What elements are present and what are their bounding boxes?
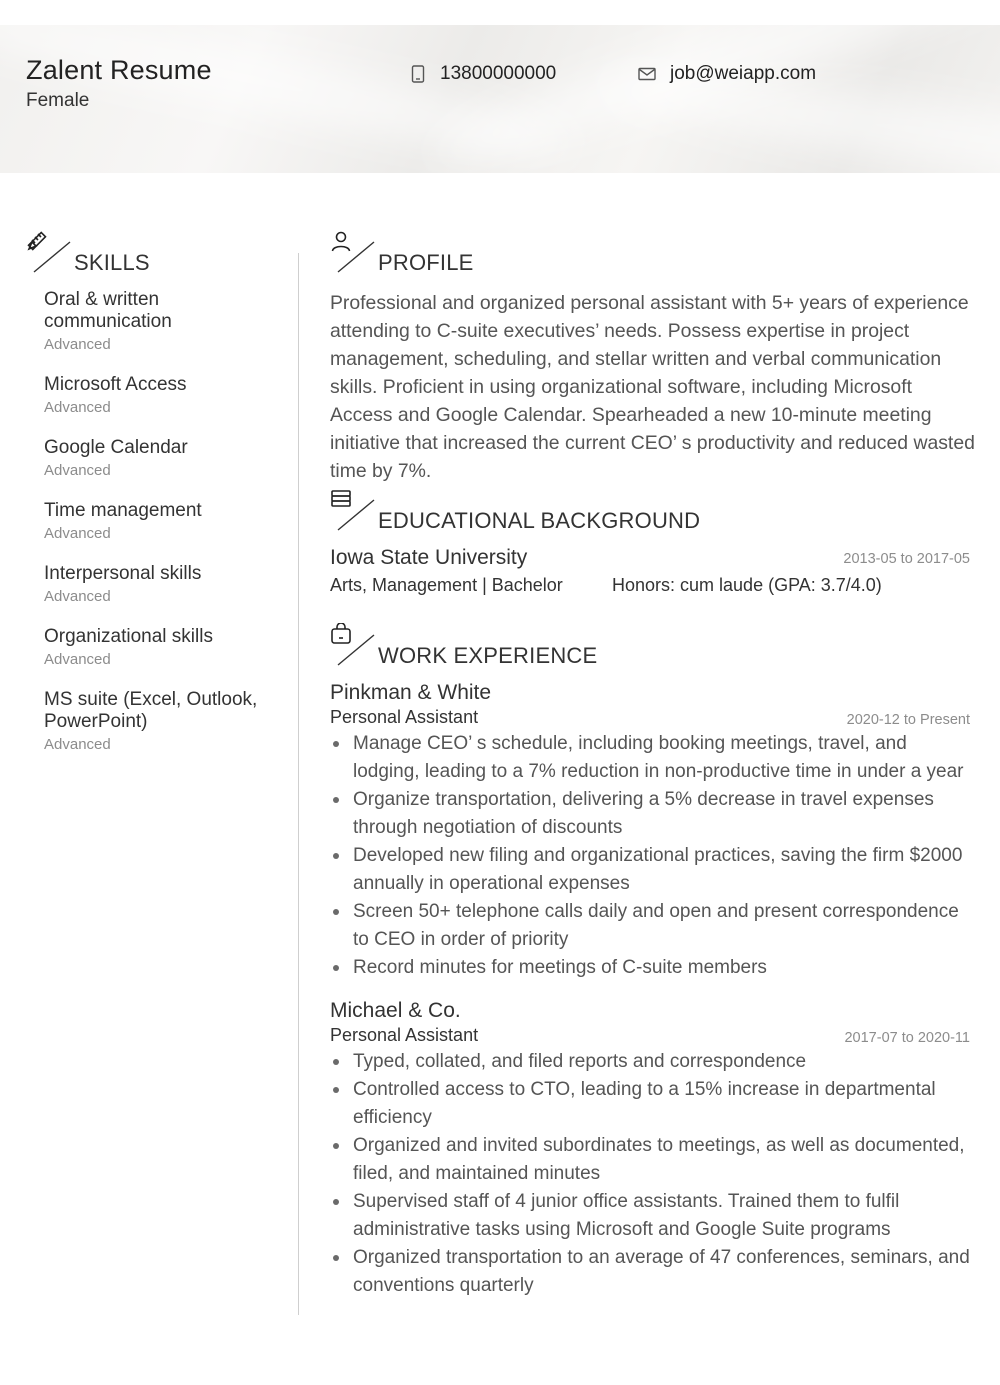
job-role: Personal Assistant	[330, 707, 479, 727]
skill-item	[44, 289, 284, 355]
email-address: job@weiapp.com	[670, 63, 817, 84]
candidate-gender: Female	[26, 90, 90, 111]
bullet-item: Developed new filing and organizational practices, saving the firm $2000 annually in operational expenses	[330, 842, 975, 898]
skill-item	[44, 626, 284, 670]
bullet-item: Controlled access to CTO, leading to a 15% increase in departmental efficiency	[330, 1076, 975, 1132]
skill-level: Advanced	[44, 736, 111, 753]
skill-level: Advanced	[44, 525, 111, 542]
phone-icon	[410, 65, 426, 83]
skill-name: Google Calendar	[44, 437, 188, 458]
bullet-item: Manage CEO’ s schedule, including booking meetings, travel, and lodging, leading to a 7% reduction in non-productive time in under a year	[330, 730, 975, 786]
bullet-item: Organize transportation, delivering a 5% decrease in travel expenses through negotiation of discounts	[330, 786, 975, 842]
education-title: EDUCATIONAL BACKGROUND	[378, 508, 701, 533]
skill-name: MS suite (Excel, Outlook, PowerPoint)	[44, 689, 258, 732]
bullet-item: Organized transportation to an average of 47 conferences, seminars, and conventions quarterly	[330, 1244, 975, 1300]
skill-level: Advanced	[44, 651, 111, 668]
mail-icon	[638, 67, 656, 81]
heading-slash	[336, 498, 376, 532]
work-title: WORK EXPERIENCE	[378, 643, 598, 668]
profile-title: PROFILE	[378, 250, 474, 275]
skill-level: Advanced	[44, 588, 111, 605]
education-heading	[330, 488, 750, 536]
skills-title: SKILLS	[74, 250, 150, 275]
email-contact	[638, 63, 816, 85]
company-name: Pinkman & White	[330, 681, 492, 704]
skill-item	[44, 374, 284, 418]
job-role: Personal Assistant	[330, 1025, 479, 1045]
skill-name: Oral & written communication	[44, 289, 172, 332]
job-bullets	[330, 1048, 975, 1300]
bullet-item: Supervised staff of 4 junior office assistants. Trained them to fulfil administrative tasks using Microsoft and Google Suite programs	[330, 1188, 975, 1244]
education-dates: 2013-05 to 2017-05	[843, 551, 970, 567]
skill-item	[44, 689, 284, 755]
profile-summary: Professional and organized personal assistant with 5+ years of experience attending to C-suite executives’ needs. Possess expertise in project management, scheduling, and stellar written and verbal communication skills. Proficient in using organizational software, including Microsoft Access and Google Calendar. Spearheaded a new 10-minute meeting initiative that increased the current CEO’ s productivity and reduced wasted time by 7%.	[330, 292, 975, 482]
education-honors: Honors: cum laude (GPA: 3.7/4.0)	[612, 575, 882, 595]
bullet-item: Record minutes for meetings of C-suite members	[330, 954, 975, 982]
bullet-item: Organized and invited subordinates to meetings, as well as documented, filed, and maintained minutes	[330, 1132, 975, 1188]
skill-name: Microsoft Access	[44, 374, 187, 395]
skill-level: Advanced	[44, 336, 111, 353]
phone-contact	[410, 63, 556, 85]
phone-number: 13800000000	[440, 63, 557, 84]
heading-slash	[336, 240, 376, 274]
skills-heading	[26, 230, 286, 278]
job-dates: 2017-07 to 2020-11	[844, 1030, 970, 1046]
job-dates: 2020-12 to Present	[846, 712, 970, 728]
skill-name: Interpersonal skills	[44, 563, 202, 584]
education-major: Arts, Management | Bachelor	[330, 575, 563, 595]
skill-name: Organizational skills	[44, 626, 213, 647]
skill-item	[44, 500, 284, 544]
bullet-item: Typed, collated, and filed reports and correspondence	[330, 1048, 975, 1076]
bullet-item: Screen 50+ telephone calls daily and open and present correspondence to CEO in order of priority	[330, 898, 975, 954]
column-divider	[298, 253, 299, 1315]
work-heading	[330, 623, 690, 671]
resume-header	[0, 25, 1000, 173]
skill-level: Advanced	[44, 462, 111, 479]
skill-name: Time management	[44, 500, 202, 521]
profile-heading	[330, 230, 630, 278]
heading-slash	[32, 240, 72, 274]
school-name: Iowa State University	[330, 546, 528, 569]
skill-item	[44, 563, 284, 607]
skill-item	[44, 437, 284, 481]
candidate-name: Zalent Resume	[26, 55, 212, 85]
skill-level: Advanced	[44, 399, 111, 416]
heading-slash	[336, 633, 376, 667]
company-name: Michael & Co.	[330, 999, 461, 1022]
job-bullets	[330, 730, 975, 982]
